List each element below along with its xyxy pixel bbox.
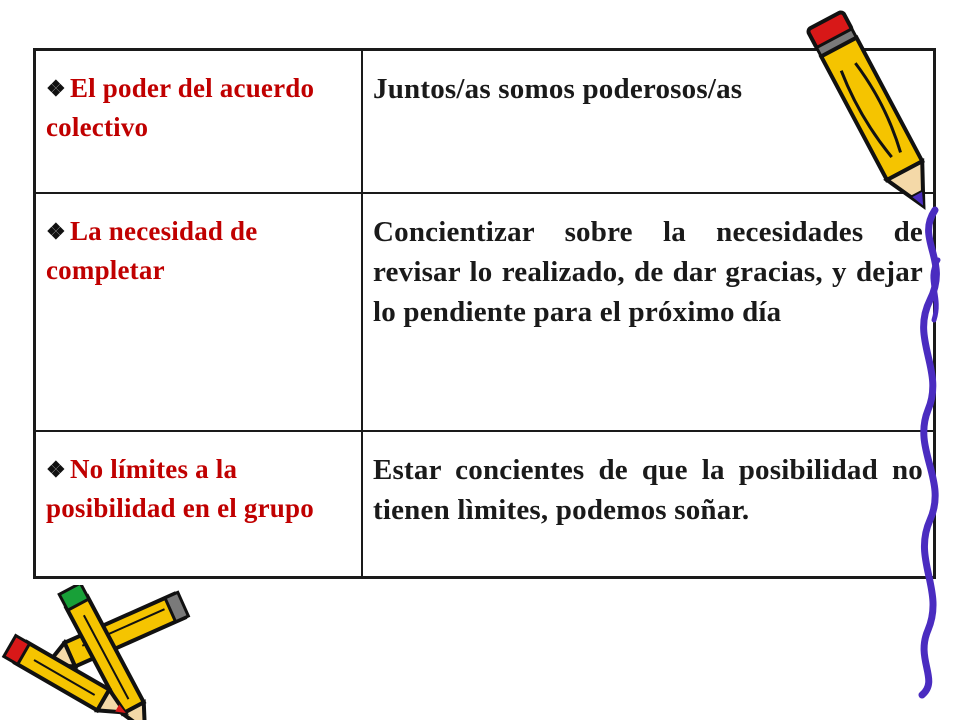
table-row — [35, 431, 935, 578]
topic-text: No límites a la posibilidad en el grupo — [46, 453, 314, 523]
description-text: Concientizar sobre la necesidades de revisar lo realizado, de dar gracias, y dejar lo pendiente para el próximo día — [373, 215, 923, 328]
crossed-pencils-icon — [0, 585, 200, 720]
four-diamond-bullet-icon: ❖ — [46, 218, 66, 244]
description-cell — [362, 431, 935, 578]
topic-cell — [35, 193, 363, 431]
description-text: Juntos/as somos poderosos/as — [373, 73, 743, 105]
topic-cell — [35, 431, 363, 578]
description-cell — [362, 50, 935, 193]
description-text: Estar concientes de que la posibilidad no tienen lìmites, podemos soñar. — [373, 453, 923, 526]
table-row — [35, 50, 935, 193]
topic-cell — [35, 50, 363, 193]
description-cell — [362, 193, 935, 431]
topic-text: El poder del acuerdo colectivo — [46, 73, 315, 142]
four-diamond-bullet-icon: ❖ — [46, 76, 66, 101]
topic-text: La necesidad de completar — [46, 215, 258, 285]
content-table — [33, 48, 936, 579]
four-diamond-bullet-icon: ❖ — [46, 456, 66, 482]
table-row — [35, 193, 935, 431]
